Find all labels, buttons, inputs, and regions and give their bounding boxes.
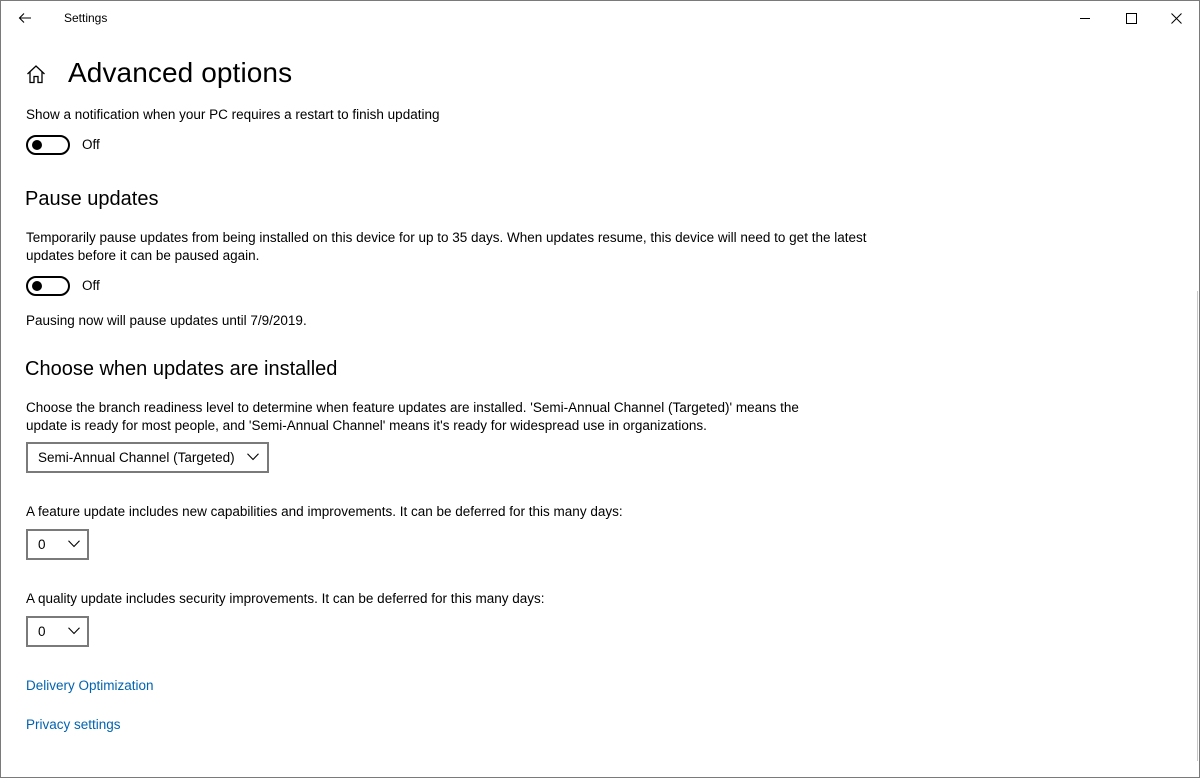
pause-updates-state: Off <box>82 278 100 293</box>
pause-updates-description-line2: updates before it can be paused again. <box>26 248 260 263</box>
pause-updates-heading: Pause updates <box>25 188 159 210</box>
home-button[interactable] <box>25 63 47 85</box>
feature-update-label: A feature update includes new capabilities and improvements. It can be deferred for this many days: <box>26 504 623 519</box>
scrollbar[interactable] <box>1197 291 1198 761</box>
quality-deferral-value: 0 <box>38 624 46 639</box>
feature-deferral-dropdown[interactable] <box>26 529 89 560</box>
pause-updates-description-line1: Temporarily pause updates from being installed on this device for up to 35 days. When updates resume, this device will need to get the latest <box>26 230 867 245</box>
install-timing-heading: Choose when updates are installed <box>25 358 338 380</box>
minimize-button[interactable] <box>1062 1 1108 35</box>
branch-description-line1: Choose the branch readiness level to determine when feature updates are installed. 'Semi-Annual Channel (Targeted)' means the <box>26 400 799 415</box>
quality-update-label: A quality update includes security improvements. It can be deferred for this many days: <box>26 591 545 606</box>
branch-readiness-dropdown[interactable] <box>26 442 269 473</box>
back-arrow-icon <box>18 12 32 24</box>
title-bar <box>1 1 1199 35</box>
toggle-knob <box>32 281 42 291</box>
chevron-down-icon <box>68 540 80 548</box>
branch-readiness-value: Semi-Annual Channel (Targeted) <box>38 450 235 465</box>
feature-deferral-value: 0 <box>38 537 46 552</box>
restart-notification-state: Off <box>82 137 100 152</box>
page-title: Advanced options <box>68 57 293 88</box>
delivery-optimization-link[interactable]: Delivery Optimization <box>26 678 154 693</box>
toggle-knob <box>32 140 42 150</box>
close-icon <box>1171 13 1182 24</box>
chevron-down-icon <box>247 453 259 461</box>
privacy-settings-link[interactable]: Privacy settings <box>26 717 121 732</box>
restart-notification-toggle[interactable] <box>26 135 70 155</box>
back-button[interactable] <box>7 3 43 33</box>
restart-notification-label: Show a notification when your PC requires a restart to finish updating <box>26 107 440 122</box>
minimize-icon <box>1080 13 1090 23</box>
close-button[interactable] <box>1153 1 1199 35</box>
pause-updates-info: Pausing now will pause updates until 7/9/2019. <box>26 313 307 328</box>
branch-description-line2: update is ready for most people, and 'Semi-Annual Channel' means it's ready for widespread use in organizations. <box>26 418 707 433</box>
pause-updates-toggle[interactable] <box>26 276 70 296</box>
app-title: Settings <box>64 11 108 25</box>
home-icon <box>25 63 47 85</box>
chevron-down-icon <box>68 627 80 635</box>
quality-deferral-dropdown[interactable] <box>26 616 89 647</box>
maximize-button[interactable] <box>1108 1 1154 35</box>
maximize-icon <box>1126 13 1137 24</box>
